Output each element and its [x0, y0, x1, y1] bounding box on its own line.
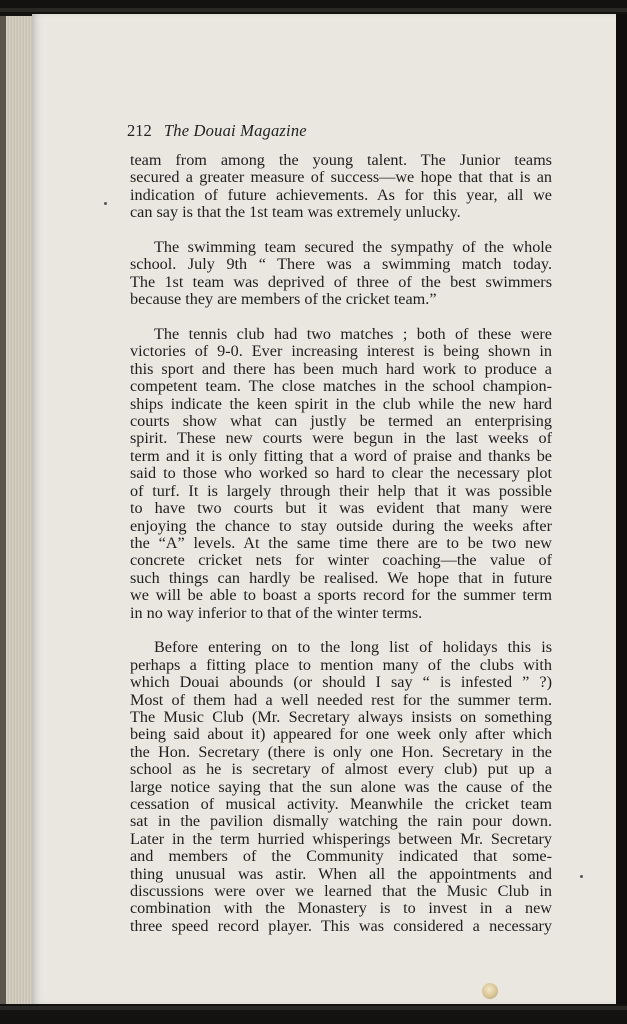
text-line: such things can hardly be realised. We hope that in future [130, 568, 552, 587]
text-line: perhaps a fitting place to mention many of the clubs with [130, 655, 552, 674]
text-line: school as he is secretary of almost every club) put up a [130, 760, 552, 779]
text-line: Before entering on to the long list of holidays this is [154, 638, 552, 657]
text-line: secured a greater measure of success—we hope that that is an [130, 168, 552, 187]
text-line: thing unusual was astir. When all the appointments and [130, 864, 552, 883]
text-line: said to those who worked so hard to clear the necessary plot [130, 464, 552, 483]
text-line: concrete cricket nets for winter coaching—the value of [130, 551, 552, 570]
text-line: this sport and there has been much hard work to produce a [130, 359, 552, 378]
text-line: large notice saying that the sun alone was the cause of the [130, 777, 552, 796]
text-line: being said about it) appeared for one week only after which [130, 725, 552, 744]
text-line: we will be able to boast a sports record for the summer term [130, 586, 552, 605]
text-line: discussions were over we learned that the Music Club in [130, 882, 552, 901]
margin-mark [580, 875, 583, 878]
text-line: which Douai abounds (or should I say “ is infested ” ?) [130, 673, 552, 692]
text-line: indication of future achievements. As for this year, all we [130, 185, 552, 204]
text-line: can say is that the 1st team was extremely unlucky. [130, 203, 461, 222]
page-right-border [616, 14, 627, 1004]
text-line: Later in the term hurried whisperings between Mr. Secretary [130, 829, 552, 848]
text-line: because they are members of the cricket team.” [130, 290, 437, 309]
text-line: in no way inferior to that of the winter terms. [130, 603, 423, 622]
text-line: term and it is only fitting that a word of praise and thanks be [130, 446, 552, 465]
text-line: ships indicate the keen spirit in the club while the new hard [130, 394, 552, 413]
running-title: The Douai Magazine [163, 121, 307, 140]
text-line: three speed record player. This was considered a necessary [130, 916, 552, 935]
article-body [130, 152, 552, 953]
text-line: spirit. These new courts were begun in the last weeks of [130, 429, 552, 448]
running-header [127, 121, 307, 141]
text-line: The 1st team was deprived of three of the best swimmers [130, 272, 552, 291]
bottom-binding-rule [0, 1006, 627, 1010]
text-line: and members of the Community indicated that some- [130, 847, 552, 866]
text-line: the Hon. Secretary (there is only one Hon. Secretary in the [130, 742, 552, 761]
paragraph [130, 326, 552, 622]
text-line: sat in the pavilion dismally watching the rain pour down. [130, 812, 552, 831]
text-line: courts show what can justly be termed an enterprising [130, 412, 552, 431]
text-line: team from among the young talent. The Junior teams [130, 151, 552, 169]
text-line: Most of them had a well needed rest for the summer term. [130, 690, 552, 709]
book-spine-shadow [0, 16, 6, 1004]
text-line: to have two courts but it was evident that many were [130, 499, 552, 518]
text-line: victories of 9-0. Ever increasing interest is being shown in [130, 342, 552, 361]
text-line: school. July 9th “ There was a swimming match today. [130, 255, 552, 274]
margin-mark [104, 202, 107, 205]
paragraph [130, 639, 552, 935]
text-line: enjoying the chance to stay outside during the weeks after [130, 516, 552, 535]
text-line: The swimming team secured the sympathy of the whole [154, 238, 552, 257]
page-number: 212 [127, 121, 152, 140]
library-stamp-icon [482, 983, 498, 999]
text-line: The tennis club had two matches ; both of these were [154, 325, 552, 344]
text-line: of turf. It is largely through their help that it was possible [130, 481, 552, 500]
text-line: competent team. The close matches in the school champion- [130, 377, 552, 396]
top-binding-rule [0, 8, 627, 12]
paragraph [130, 239, 552, 309]
text-line: cessation of musical activity. Meanwhile the cricket team [130, 794, 552, 813]
text-line: combination with the Monastery is to invest in a new [130, 899, 552, 918]
text-line: the “A” levels. At the same time there are to be two new [130, 533, 552, 552]
paragraph [130, 152, 552, 222]
text-line: The Music Club (Mr. Secretary always insists on something [130, 707, 552, 726]
